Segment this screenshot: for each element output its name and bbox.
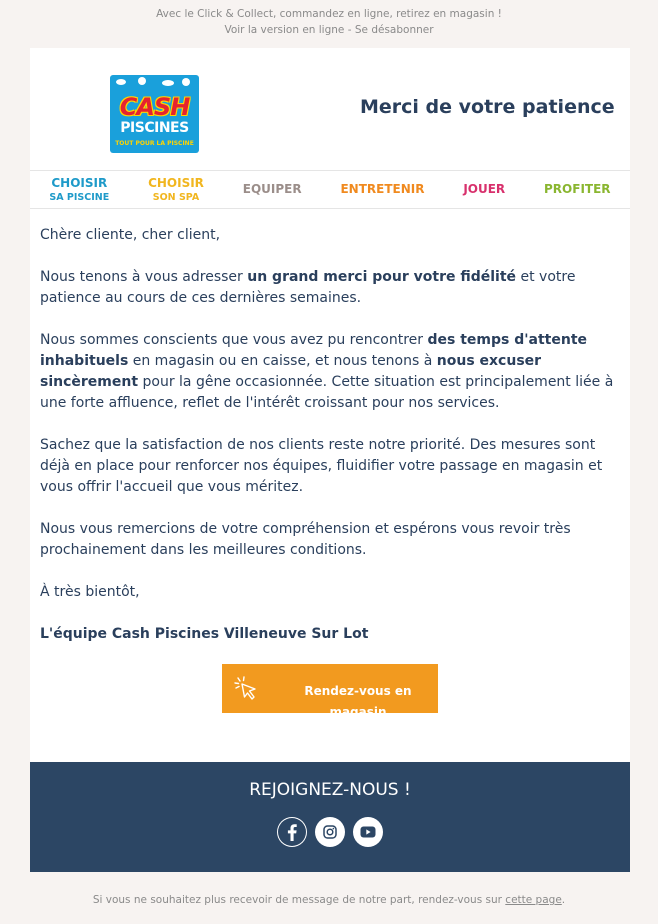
social-footer: [30, 762, 630, 872]
text: Nous tenons à vous adresser: [40, 269, 248, 285]
nav-jouer[interactable]: [463, 182, 505, 197]
greeting: Chère cliente, cher client,: [40, 227, 221, 243]
nav-entretenir[interactable]: [340, 182, 424, 197]
cta-wrap: [40, 664, 620, 720]
nav-sublabel: SON SPA: [152, 191, 200, 203]
text: pour la gêne occasionnée. Cette situation est principalement liée à une forte affluence, reflet de l'intérêt croissant pour nos services.: [40, 374, 614, 411]
unsubscribe-footer: [0, 894, 658, 906]
logo-word-piscines: PISCINES: [120, 120, 189, 136]
cursor-click-icon: [234, 676, 260, 702]
signature: [40, 624, 620, 645]
signature-text: L'équipe Cash Piscines Villeneuve Sur Lot: [40, 626, 369, 642]
email-title: Merci de votre patience: [360, 96, 615, 118]
paragraph-thanks: [40, 267, 620, 309]
cash-piscines-logo[interactable]: [110, 75, 199, 153]
email-body: [30, 209, 630, 720]
text: et votre patience au cours de ces dernières semaines.: [40, 269, 576, 306]
nav-label: CHOISIR: [51, 175, 108, 190]
nav-label: EQUIPER: [242, 182, 302, 196]
nav-label: PROFITER: [544, 182, 611, 196]
unsubscribe-text: Si vous ne souhaitez plus recevoir de message de notre part, rendez-vous sur: [92, 894, 506, 906]
facebook-icon[interactable]: [277, 817, 307, 847]
instagram-icon[interactable]: [315, 817, 345, 847]
nav-label: CHOISIR: [148, 175, 204, 190]
category-nav: [30, 170, 630, 209]
nav-choisir-spa[interactable]: [148, 176, 204, 204]
preheader-separator: -: [344, 24, 355, 36]
emphasis: des temps d'attente inhabituels: [40, 332, 588, 369]
unsubscribe-end: .: [561, 894, 566, 906]
paragraph-apology: [40, 330, 620, 414]
paragraph-closing: Nous vous remercions de votre compréhension et espérons vous revoir très prochainement dans les meilleures conditions.: [40, 521, 571, 558]
nav-label: JOUER: [463, 182, 506, 196]
logo-word-cash: CASH: [119, 93, 190, 121]
preheader-links: [0, 22, 658, 38]
email-card: [30, 48, 630, 762]
text: Nous sommes conscients que vous avez pu rencontrer: [40, 332, 428, 348]
preheader: [0, 0, 658, 42]
emphasis: nous excuser sincèrement: [40, 353, 542, 390]
emphasis: un grand merci pour votre fidélité: [247, 269, 517, 285]
cta-label: Rendez-vous en magasin: [304, 684, 412, 719]
nav-label: ENTRETENIR: [340, 182, 425, 196]
nav-equiper[interactable]: [243, 182, 302, 197]
social-links: [30, 817, 630, 847]
youtube-icon[interactable]: [353, 817, 383, 847]
email-header: [30, 48, 630, 170]
unsubscribe-page-link[interactable]: cette page: [505, 894, 562, 906]
paragraph-measures: Sachez que la satisfaction de nos clients reste notre priorité. Des mesures sont déjà en place pour renforcer nos équipes, fluidifier votre passage en magasin et vous offrir l'accueil que vous méritez.: [40, 437, 603, 495]
sign-off: À très bientôt,: [40, 584, 140, 600]
store-visit-button[interactable]: [222, 664, 438, 719]
unsubscribe-link[interactable]: Se désabonner: [354, 24, 434, 36]
nav-sublabel: SA PISCINE: [49, 191, 110, 203]
text: en magasin ou en caisse, et nous tenons à: [128, 353, 437, 369]
preheader-promo: Avec le Click & Collect, commandez en ligne, retirez en magasin !: [156, 8, 502, 20]
logo-tagline: TOUT POUR LA PISCINE: [115, 140, 194, 147]
nav-choisir-piscine[interactable]: [49, 176, 109, 204]
nav-profiter[interactable]: [544, 182, 611, 197]
footer-title: REJOIGNEZ-NOUS !: [249, 780, 411, 800]
view-online-link[interactable]: Voir la version en ligne: [224, 24, 345, 36]
